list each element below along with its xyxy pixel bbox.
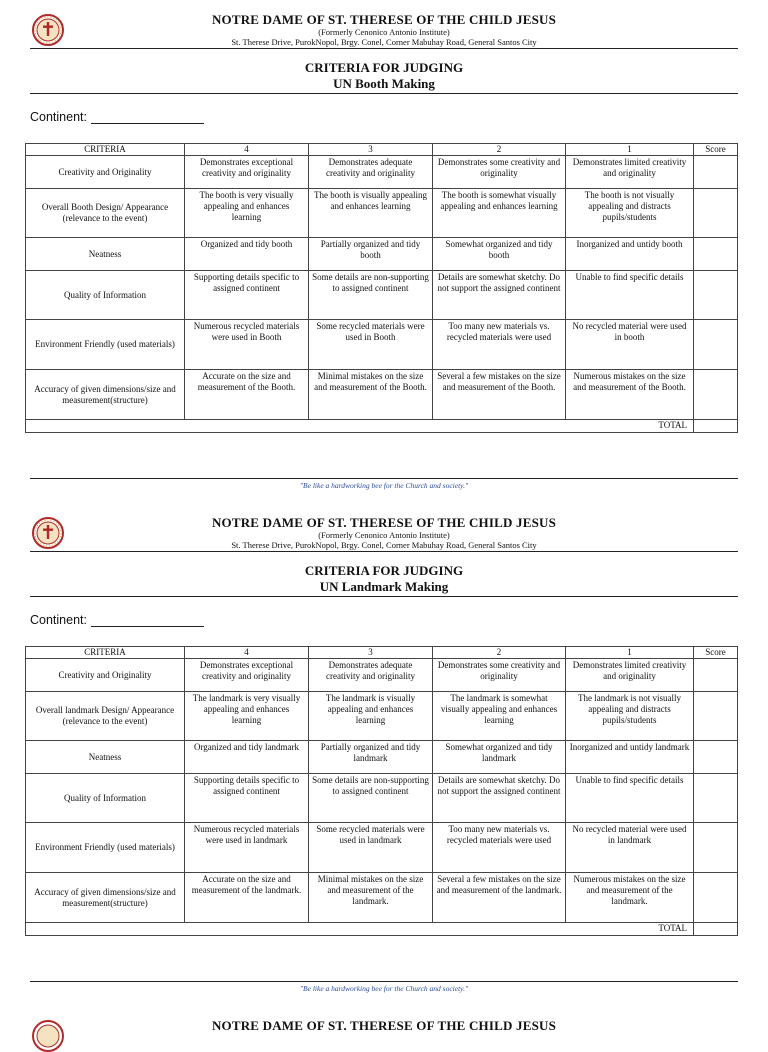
header-2: 2 (433, 144, 566, 156)
level-1-cell: Unable to find specific details (566, 271, 694, 320)
level-1-cell: The booth is not visually appealing and distracts pupils/students (566, 189, 694, 238)
score-cell[interactable] (694, 156, 738, 189)
school-name: NOTRE DAME OF ST. THERESE OF THE CHILD JESUS (211, 12, 557, 27)
level-2-cell: Somewhat organized and tidy booth (433, 238, 566, 271)
score-cell[interactable] (694, 741, 738, 774)
level-4-cell: Supporting details specific to assigned continent (185, 271, 309, 320)
criteria-cell: Accuracy of given dimensions/size and measurement(structure) (26, 873, 185, 923)
level-1-cell: Numerous mistakes on the size and measurement of the Booth. (566, 370, 694, 420)
rubric-row (26, 659, 738, 692)
score-cell[interactable] (694, 659, 738, 692)
footer-quote: "Be like a hardworking bee for the Church and society." (299, 984, 469, 993)
criteria-cell: Environment Friendly (used materials) (26, 823, 185, 873)
level-3-cell: Partially organized and tidy booth (309, 238, 433, 271)
rubric-header-row (26, 144, 738, 156)
rubric-row (26, 271, 738, 320)
criteria-cell: Creativity and Originality (26, 156, 185, 189)
level-4-cell: Accurate on the size and measurement of the landmark. (185, 873, 309, 923)
total-row (26, 923, 738, 936)
level-4-cell: Supporting details specific to assigned continent (185, 774, 309, 823)
score-cell[interactable] (694, 271, 738, 320)
criteria-title: CRITERIA FOR JUDGING (304, 563, 464, 578)
score-cell[interactable] (694, 370, 738, 420)
school-name: NOTRE DAME OF ST. THERESE OF THE CHILD JESUS (211, 515, 557, 530)
header-3: 3 (309, 144, 433, 156)
school-formerly: (Formerly Cenonico Antonio Institute) (318, 27, 450, 37)
header-4: 4 (185, 144, 309, 156)
criteria-cell: Overall Booth Design/ Appearance (relevance to the event) (26, 189, 185, 238)
header-rule (30, 551, 738, 552)
score-cell[interactable] (694, 774, 738, 823)
school-address: St. Therese Drive, PurokNopol, Brgy. Conel, Corner Mabuhay Road, General Santos City (231, 540, 537, 550)
criteria-title: CRITERIA FOR JUDGING (304, 60, 464, 75)
title-rule (30, 596, 738, 597)
header-1: 1 (566, 647, 694, 659)
score-cell[interactable] (694, 189, 738, 238)
criteria-cell: Environment Friendly (used materials) (26, 320, 185, 370)
level-3-cell: Some details are non-supporting to assigned continent (309, 271, 433, 320)
level-2-cell: Several a few mistakes on the size and measurement of the Booth. (433, 370, 566, 420)
level-3-cell: The booth is visually appealing and enhances learning (309, 189, 433, 238)
level-1-cell: Demonstrates limited creativity and originality (566, 156, 694, 189)
level-2-cell: Demonstrates some creativity and originality (433, 156, 566, 189)
rubric-row (26, 156, 738, 189)
total-score-cell[interactable] (694, 420, 738, 433)
level-4-cell: The landmark is very visually appealing and enhances learning (185, 692, 309, 741)
level-1-cell: Inorganized and untidy booth (566, 238, 694, 271)
level-4-cell: Accurate on the size and measurement of the Booth. (185, 370, 309, 420)
total-label: TOTAL (26, 420, 694, 433)
level-4-cell: Demonstrates exceptional creativity and originality (185, 156, 309, 189)
continent-label: Continent: (30, 110, 87, 124)
level-1-cell: Inorganized and untidy landmark (566, 741, 694, 774)
continent-blank-line[interactable] (91, 614, 204, 627)
score-cell[interactable] (694, 873, 738, 923)
level-1-cell: The landmark is not visually appealing and distracts pupils/students (566, 692, 694, 741)
total-score-cell[interactable] (694, 923, 738, 936)
rubric-table (25, 646, 738, 936)
continent-field[interactable] (30, 613, 204, 627)
rubric-row (26, 774, 738, 823)
level-3-cell: Some recycled materials were used in landmark (309, 823, 433, 873)
total-label: TOTAL (26, 923, 694, 936)
level-1-cell: No recycled material were used in landmark (566, 823, 694, 873)
level-3-cell: Some details are non-supporting to assigned continent (309, 774, 433, 823)
criteria-cell: Neatness (26, 741, 185, 774)
criteria-cell: Quality of Information (26, 271, 185, 320)
score-cell[interactable] (694, 238, 738, 271)
rubric-row (26, 741, 738, 774)
rubric-header-row (26, 647, 738, 659)
level-4-cell: Numerous recycled materials were used in landmark (185, 823, 309, 873)
header-criteria: CRITERIA (26, 144, 185, 156)
header-1: 1 (566, 144, 694, 156)
header-3: 3 (309, 647, 433, 659)
level-4-cell: Demonstrates exceptional creativity and originality (185, 659, 309, 692)
continent-label: Continent: (30, 613, 87, 627)
criteria-cell: Neatness (26, 238, 185, 271)
level-3-cell: The landmark is visually appealing and enhances learning (309, 692, 433, 741)
title-rule (30, 93, 738, 94)
school-name: NOTRE DAME OF ST. THERESE OF THE CHILD JESUS (211, 1018, 557, 1033)
criteria-cell: Overall landmark Design/ Appearance (relevance to the event) (26, 692, 185, 741)
level-2-cell: The booth is somewhat visually appealing and enhances learning (433, 189, 566, 238)
level-4-cell: Organized and tidy landmark (185, 741, 309, 774)
level-3-cell: Some recycled materials were used in Booth (309, 320, 433, 370)
criteria-subtitle: UN Booth Making (333, 76, 435, 91)
total-row (26, 420, 738, 433)
score-cell[interactable] (694, 692, 738, 741)
level-2-cell: Several a few mistakes on the size and measurement of the landmark. (433, 873, 566, 923)
header-2: 2 (433, 647, 566, 659)
rubric-row (26, 823, 738, 873)
criteria-cell: Quality of Information (26, 774, 185, 823)
score-cell[interactable] (694, 823, 738, 873)
level-2-cell: Somewhat organized and tidy landmark (433, 741, 566, 774)
level-2-cell: The landmark is somewhat visually appealing and enhances learning (433, 692, 566, 741)
header-score: Score (694, 144, 738, 156)
rubric-row (26, 370, 738, 420)
school-address: St. Therese Drive, PurokNopol, Brgy. Conel, Corner Mabuhay Road, General Santos City (231, 37, 537, 47)
rubric-row (26, 238, 738, 271)
header-score: Score (694, 647, 738, 659)
level-2-cell: Too many new materials vs. recycled materials were used (433, 320, 566, 370)
level-3-cell: Demonstrates adequate creativity and originality (309, 156, 433, 189)
rubric-row (26, 189, 738, 238)
header-rule (30, 48, 738, 49)
rubric-row (26, 692, 738, 741)
level-1-cell: No recycled material were used in booth (566, 320, 694, 370)
criteria-subtitle: UN Landmark Making (319, 579, 449, 594)
level-3-cell: Minimal mistakes on the size and measurement of the Booth. (309, 370, 433, 420)
criteria-cell: Accuracy of given dimensions/size and measurement(structure) (26, 370, 185, 420)
level-3-cell: Minimal mistakes on the size and measurement of the landmark. (309, 873, 433, 923)
header-4: 4 (185, 647, 309, 659)
rubric-row (26, 320, 738, 370)
footer-rule (30, 981, 738, 982)
level-4-cell: The booth is very visually appealing and enhances learning (185, 189, 309, 238)
level-4-cell: Numerous recycled materials were used in Booth (185, 320, 309, 370)
level-3-cell: Demonstrates adequate creativity and originality (309, 659, 433, 692)
footer-quote: "Be like a hardworking bee for the Church and society." (299, 481, 469, 490)
level-1-cell: Demonstrates limited creativity and originality (566, 659, 694, 692)
level-1-cell: Numerous mistakes on the size and measurement of the landmark. (566, 873, 694, 923)
rubric-row (26, 873, 738, 923)
level-3-cell: Partially organized and tidy landmark (309, 741, 433, 774)
level-2-cell: Demonstrates some creativity and originality (433, 659, 566, 692)
rubric-table (25, 143, 738, 433)
criteria-cell: Creativity and Originality (26, 659, 185, 692)
footer-rule (30, 478, 738, 479)
score-cell[interactable] (694, 320, 738, 370)
level-4-cell: Organized and tidy booth (185, 238, 309, 271)
continent-blank-line[interactable] (91, 111, 204, 124)
continent-field[interactable] (30, 110, 204, 124)
level-1-cell: Unable to find specific details (566, 774, 694, 823)
level-2-cell: Too many new materials vs. recycled materials were used (433, 823, 566, 873)
level-2-cell: Details are somewhat sketchy. Do not support the assigned continent (433, 271, 566, 320)
level-2-cell: Details are somewhat sketchy. Do not support the assigned continent (433, 774, 566, 823)
header-criteria: CRITERIA (26, 647, 185, 659)
school-formerly: (Formerly Cenonico Antonio Institute) (318, 530, 450, 540)
